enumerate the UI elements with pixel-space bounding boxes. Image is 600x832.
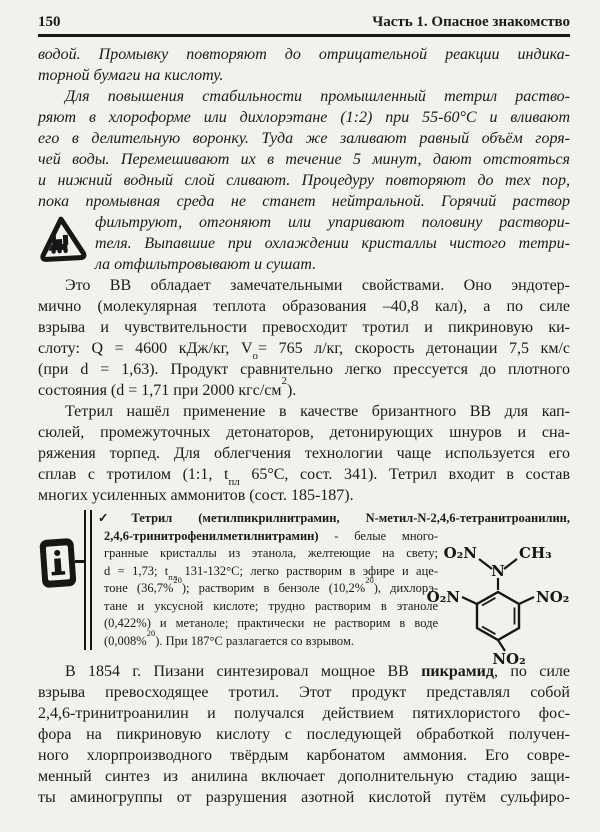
text-line: взрыва превосходящее тротил. Этот продукт представлял собой [38, 684, 570, 701]
text-line: сплав с тротилом (1:1, $t_{пл}$ 65°С, сост. 341). Тетрил входит в состав [38, 466, 571, 489]
page-body [38, 44, 570, 808]
text-line: взрыва и чувствительности превосходит тротил и пикриновую ки- [38, 319, 570, 336]
text-line: ряют в хлороформе или дихлорэтане (1:2) при 55-60°С и вливают [38, 109, 570, 126]
text-line: ного хлорпроизводного твёрдым карбонатом аммония. Его совре- [38, 747, 570, 764]
text-line: менный синтез из анилина включает дополнительную стадию защи- [38, 768, 570, 785]
paragraph-properties [38, 275, 570, 401]
text-line: (0,008%$^{20}$). При 187°С разлагается со взрывом. [104, 627, 354, 648]
text-line: сюлей, промежуточных детонаторов, детонирующих шнуров и сна- [38, 424, 570, 441]
text-line: Тетрил нашёл применение в качестве бризантного ВВ для кап- [65, 403, 570, 420]
info-icon-column [38, 510, 84, 650]
paragraph-picramide [38, 661, 570, 808]
text-line: водой. Промывку повторяют до отрицательной реакции индика- [38, 46, 570, 63]
text-line: торной бумаги на кислоту. [38, 67, 224, 84]
text-line: 2,4,6-тринитрофенилметилнитрамин) - белые много- [104, 528, 438, 543]
atom-labels [427, 544, 570, 668]
text-line: его в делительную воронку. Туда же заливают равный объём горя- [38, 130, 570, 147]
text-line: теля. Выпавшие при охлаждении кристаллы чистого тетри- [95, 235, 570, 252]
nitro-bottom-label: NO₂ [492, 650, 526, 668]
paragraph-applications [38, 401, 570, 506]
nitro-top-left-label: O₂N [443, 544, 477, 562]
reference-infobox [38, 510, 570, 668]
warning-block [38, 212, 570, 275]
text-line: состояния (d = 1,71 при 2000 кгс/$см^2$). [38, 374, 297, 399]
warning-icon-column [38, 212, 95, 275]
text-line: Это ВВ обладает замечательными свойствами. Оно эндотер- [65, 277, 570, 294]
text-line: 2,4,6-тринитроанилин и получался действием пятихлористого фос- [38, 705, 570, 722]
triangle-outline [41, 218, 84, 260]
nitro-right-label: NO₂ [536, 588, 570, 606]
page-header [38, 14, 570, 37]
methyl-label: CH₃ [519, 544, 552, 562]
text-line: пока промывная среда не станет нейтральной. Горячий раствор [38, 193, 570, 210]
infobox-text [98, 510, 570, 668]
text-line: мично (молекулярная теплота образования –40,8 кал), а по силе [38, 298, 570, 315]
nitro-left-label: O₂N [426, 588, 460, 606]
text-line: Для повышения стабильности промышленный тетрил раство- [65, 88, 570, 105]
paragraph-filtering [95, 212, 570, 275]
text-line: ряжения торпед. Для облегчения технологии чаще используется его [38, 445, 570, 462]
text-line: В 1854 г. Пизани синтезировал мощное ВВ пикрамид, по силе [65, 663, 570, 680]
text-line: фильтруют, отгоняют или упаривают половину раствори- [95, 214, 570, 231]
text-line: (при d = 1,63). Продукт сравнительно легко прессуется до плотного [38, 361, 570, 378]
amine-nitrogen-label: N [491, 562, 505, 580]
text-line: и нижний водный слой сливают. Процедуру повторяют до тех пор, [38, 172, 570, 189]
text-line: тоне (36,7%$^{20}$); растворим в бензоле (10,2%$^{20}$), дихлорэ- [104, 575, 438, 595]
text-line: чей воды. Перемешивают их в течение 5 минут, дают отстояться [38, 151, 570, 168]
paragraph-stabilization [38, 86, 570, 212]
text-line: фора на пикриновую кислоту с последующей обработкой получен- [38, 726, 570, 743]
text-line: гранные кристаллы из этанола, желтеющие на свету; [104, 546, 438, 560]
paragraph-wash-continue [38, 44, 570, 86]
running-title: Часть 1. Опасное знакомство [372, 14, 570, 30]
text-line: многих усиленных аммонитов (сост. 185-187). [38, 487, 354, 504]
text-line: ла отфильтровывают и сушат. [95, 256, 317, 273]
warning-triangle-train-icon [38, 215, 88, 263]
info-sign-icon [38, 536, 80, 592]
page-number: 150 [38, 14, 61, 30]
infobox-title-line: ✓Тетрил (метилпикрилнитрамин, N-метил-N-2,4,6-тетранитроанилин, [98, 511, 570, 525]
text-line: ты аминогруппы от разрушения азотной кислотой путём сульфиро- [38, 789, 570, 806]
infobox-body-lines [104, 528, 438, 651]
benzene-ring [477, 592, 519, 640]
infobox-double-rule [84, 510, 92, 650]
text-line: тане и уксусной кислоте; трудно растворим в этаноле [104, 598, 438, 613]
text-line: (0,422%) и метаноле; практически не растворим в воде [104, 616, 438, 630]
tetryl-structure-diagram [422, 528, 572, 668]
text-line: d = 1,73; $t_{пл}$ 131-132°С; легко растворим в эфире и аце- [104, 563, 438, 582]
text-line: слоту: Q = 4600 кДж/кг, $V_о= 765$ л/кг, скорость детонации 7,5 км/с [38, 340, 570, 363]
